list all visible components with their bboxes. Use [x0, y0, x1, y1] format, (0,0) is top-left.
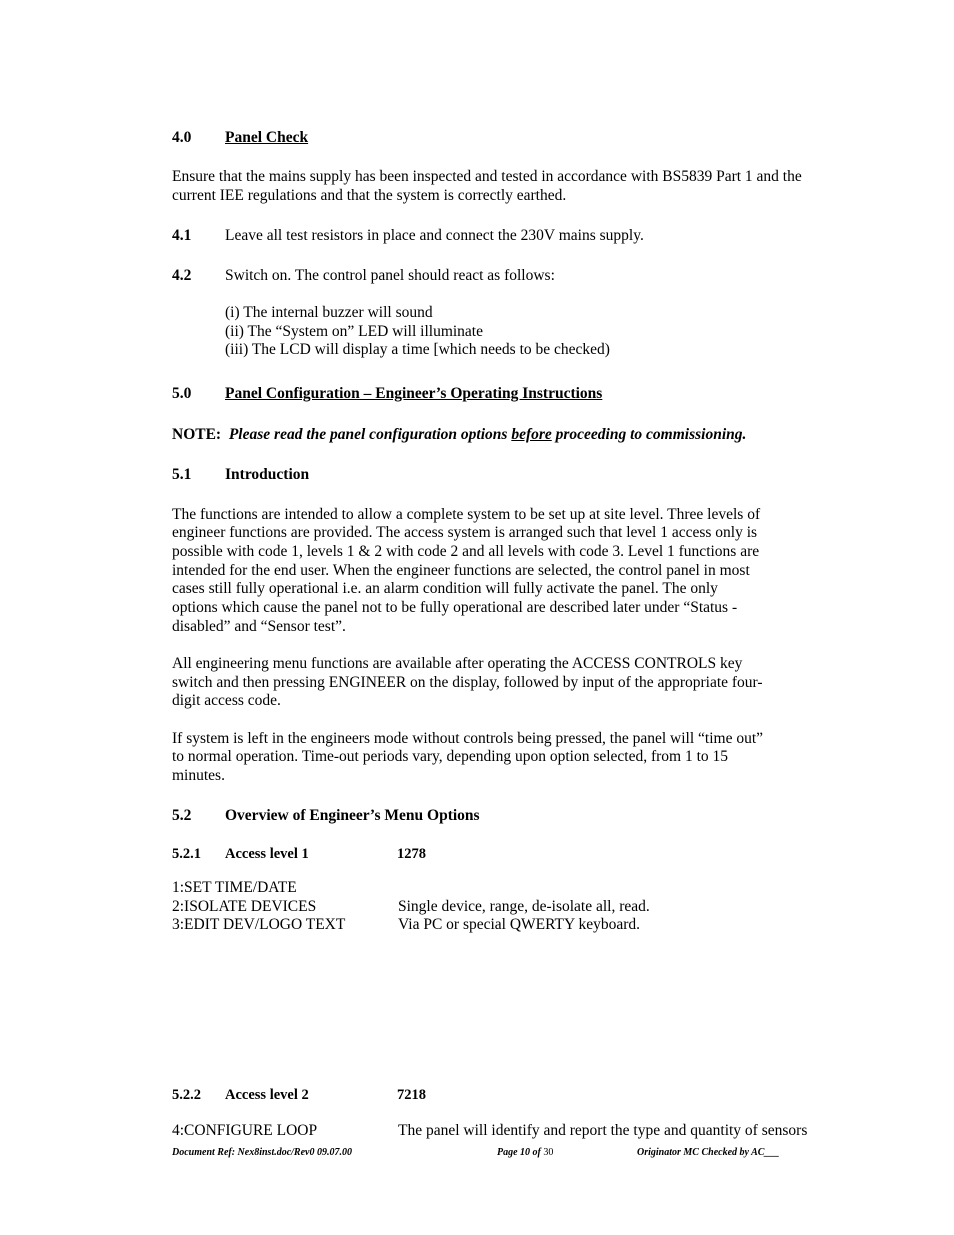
menu-option-desc: Single device, range, de-isolate all, read.	[398, 898, 650, 915]
section-5-2-number: 5.2	[172, 807, 192, 824]
note-text-pre: Please read the panel configuration options	[228, 426, 508, 443]
list-item: (i) The internal buzzer will sound	[225, 304, 433, 321]
section-5-2-1-title: Access level 1	[225, 846, 309, 862]
section-4-1-text: Leave all test resistors in place and connect the 230V mains supply.	[225, 227, 644, 244]
paragraph-line: to normal operation. Time-out periods vary, depending upon option selected, from 1 to 15	[172, 748, 729, 765]
paragraph-line: disabled” and “Sensor test”.	[172, 618, 346, 635]
paragraph-line: All engineering menu functions are available after operating the ACCESS CONTROLS key	[172, 655, 743, 672]
section-4-1-number: 4.1	[172, 227, 192, 244]
paragraph-line: If system is left in the engineers mode without controls being pressed, the panel will “time out”	[172, 730, 764, 747]
section-4-0-paragraph: Ensure that the mains supply has been inspected and tested in accordance with BS5839 Part 1 and the current IEE regulations and that the system is correctly earthed.	[172, 168, 802, 204]
menu-option: 3:EDIT DEV/LOGO TEXT	[172, 916, 346, 933]
paragraph-line: intended for the end user. When the engineer functions are selected, the control panel in most	[172, 562, 750, 579]
note	[172, 426, 746, 444]
menu-option: 1:SET TIME/DATE	[172, 879, 297, 896]
footer-page-total: 30	[543, 1147, 554, 1158]
list-item: (ii) The “System on” LED will illuminate	[225, 323, 483, 340]
footer-page-number	[497, 1147, 553, 1158]
paragraph-line: engineer functions are provided. The access system is arranged such that level 1 access only is	[172, 524, 758, 541]
access-code: 1278	[397, 846, 426, 862]
section-5-2-title: Overview of Engineer’s Menu Options	[225, 807, 480, 824]
section-4-2-text: Switch on. The control panel should react as follows:	[225, 267, 555, 284]
section-5-1-title: Introduction	[225, 466, 310, 483]
access-code: 7218	[397, 1087, 426, 1103]
menu-option: 2:ISOLATE DEVICES	[172, 898, 317, 915]
section-5-2-1-number: 5.2.1	[172, 846, 201, 862]
menu-option: 4:CONFIGURE LOOP	[172, 1122, 318, 1139]
section-4-2-number: 4.2	[172, 267, 192, 284]
section-5-0-title: Panel Configuration – Engineer’s Operating Instructions	[225, 385, 603, 402]
paragraph-line: options which cause the panel not to be fully operational are described later under “Status -	[172, 599, 738, 616]
section-5-2-2-title: Access level 2	[225, 1087, 309, 1103]
footer-doc-ref: Document Ref: Nex8inst.doc/Rev0 09.07.00	[172, 1147, 352, 1158]
paragraph-line: switch and then pressing ENGINEER on the display, followed by input of the appropriate four-	[172, 674, 763, 691]
section-5-0-number: 5.0	[172, 385, 192, 402]
section-5-2-2-number: 5.2.2	[172, 1087, 201, 1103]
section-5-1-number: 5.1	[172, 466, 192, 483]
footer-originator: Originator MC Checked by AC___	[637, 1147, 780, 1158]
list-item: (iii) The LCD will display a time [which needs to be checked)	[225, 341, 610, 358]
paragraph-line: minutes.	[172, 767, 225, 784]
section-4-0-title: Panel Check	[225, 129, 309, 146]
paragraph-line: The functions are intended to allow a complete system to be set up at site level. Three levels of	[172, 506, 761, 523]
note-label: NOTE:	[172, 426, 222, 443]
paragraph-line: cases still fully operational i.e. an alarm condition will fully activate the panel. The only	[172, 580, 718, 597]
menu-option-desc: Via PC or special QWERTY keyboard.	[398, 916, 641, 933]
footer-page-prefix: Page 10 of	[497, 1147, 541, 1158]
menu-option-desc: The panel will identify and report the type and quantity of sensors	[398, 1122, 808, 1139]
note-text-post: proceeding to commissioning.	[555, 426, 747, 443]
paragraph-line: possible with code 1, levels 1 & 2 with code 2 and all levels with code 3. Level 1 functions are	[172, 543, 760, 560]
note-emphasis: before	[511, 426, 552, 443]
paragraph-line: digit access code.	[172, 692, 281, 709]
section-4-0-number: 4.0	[172, 129, 192, 146]
